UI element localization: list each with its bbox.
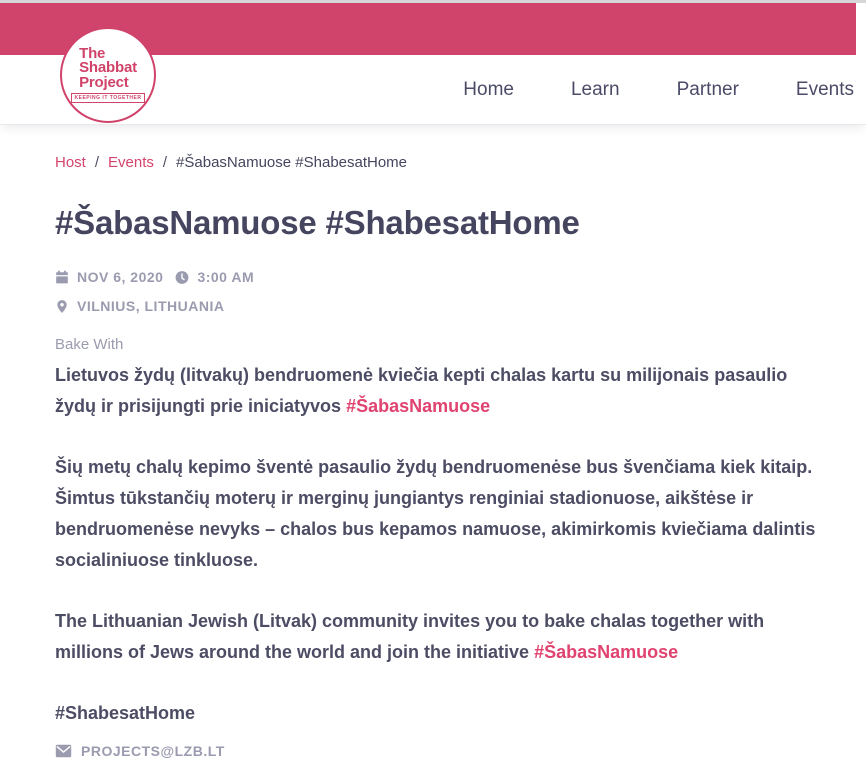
event-description-paragraph [55,452,830,576]
logo-wordmark [79,44,137,91]
breadcrumb-events-link[interactable]: Events [108,154,154,171]
nav-item-partner[interactable]: Partner [676,79,739,100]
breadcrumb [55,154,830,171]
clock-icon [175,270,189,285]
contact-email-link[interactable]: PROJECTS@LZB.LT [81,743,225,759]
logo-tagline: KEEPING IT TOGETHER [71,93,146,103]
breadcrumb-separator: / [94,154,100,171]
shabbat-project-logo[interactable] [60,27,156,123]
logo-line-1: The [79,44,106,62]
event-description-paragraph [55,360,830,422]
breadcrumb-current-page: #ŠabasNamuose #ShabesatHome [176,154,408,171]
event-date: NOV 6, 2020 [77,269,164,285]
main-nav [463,79,854,101]
breadcrumb-host-link[interactable]: Host [55,154,86,171]
location-pin-icon [55,299,69,314]
hashtag-sabasnamuose-link[interactable]: #ŠabasNamuose [534,642,679,662]
event-location-row [55,298,830,314]
logo-line-2: Shabbat [79,59,137,77]
shabesathome-hashtag: #ShabesatHome [55,703,196,723]
host-label: Bake With [55,336,124,353]
event-description-paragraph [55,606,830,668]
event-time: 3:00 AM [197,269,255,285]
site-header [0,3,866,125]
calendar-icon [55,270,69,285]
breadcrumb-separator: / [162,154,168,171]
contact-email-row [55,743,830,759]
nav-item-events[interactable]: Events [795,79,854,100]
paragraph-text: Lietuvos žydų (litvakų) bendruomenė kviečia kepti chalas kartu su milijonais pasaulio žydų ir prisijungti prie iniciatyvos [55,365,788,416]
event-location: VILNIUS, LITHUANIA [77,298,225,314]
paragraph-text: Šių metų chalų kepimo šventė pasaulio žydų bendruomenėse bus švenčiama kiek kitaip. Šimtus tūkstančių moterų ir merginų jungiantys renginiai stadionuose, aikštėse ir bendruomenėse nevyks – chalos bus kepamos namuose, akimirkomis kviečiama dalintis socialiniuose tinkluose. [55,457,816,570]
event-page-content [0,154,866,759]
nav-item-home[interactable]: Home [463,79,514,100]
hashtag-sabasnamuose-link[interactable]: #ŠabasNamuose [346,396,491,416]
nav-item-learn[interactable]: Learn [570,79,620,100]
paragraph-text: The Lithuanian Jewish (Litvak) community invites you to bake chalas together with millions of Jews around the world and join the initiative [55,611,765,662]
event-title: #ŠabasNamuose #ShabesatHome [55,204,580,241]
event-datetime-row [55,269,830,285]
envelope-icon [55,744,72,758]
logo-line-3: Project [79,73,129,91]
